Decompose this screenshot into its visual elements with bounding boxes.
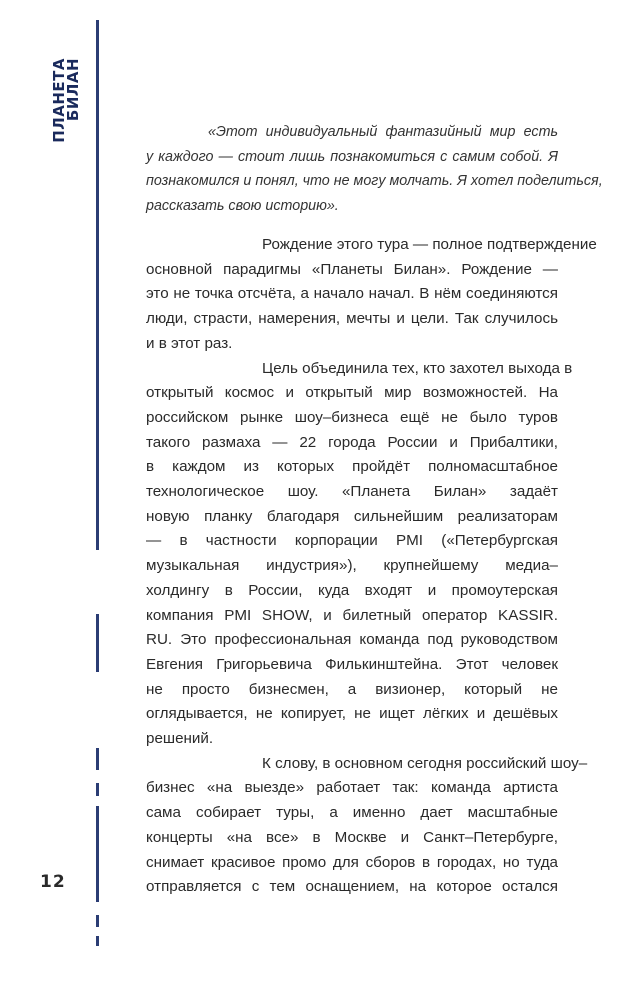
text-line: решений. xyxy=(146,730,214,748)
text-line: в каждом из которых пройдёт полномасштабное xyxy=(146,458,558,476)
text-line: это не точка отсчёта, а начало начал. В нём соединяются xyxy=(146,285,558,303)
text-line: такого размаха — 22 города России и Прибалтики, xyxy=(146,433,558,451)
text-line: Рождение этого тура — полное подтверждение xyxy=(262,236,597,253)
text-line: не просто бизнесмен, а визионер, который не xyxy=(146,680,558,698)
running-head xyxy=(52,58,80,148)
epigraph-line: познакомился и понял, что не могу молчать. Я хотел поделиться, xyxy=(146,173,603,190)
epigraph-quote xyxy=(146,120,603,218)
text-line: — в частности корпорации PMI («Петербургская xyxy=(146,532,558,550)
text-line: бизнес «на выезде» работает так: команда артиста xyxy=(146,779,558,797)
text-line: Цель объединила тех, кто захотел выхода в xyxy=(262,359,573,377)
margin-rule-dash xyxy=(96,936,99,946)
text-line: новую планку благодаря сильнейшим реализаторам xyxy=(146,507,558,525)
text-line: российском рынке шоу–бизнеса ещё не было туров xyxy=(146,408,558,426)
page-number: 12 xyxy=(40,872,66,892)
text-line: холдингу в России, куда входят и промоутерская xyxy=(146,581,558,599)
margin-rule-dash xyxy=(96,783,99,796)
text-line: технологическое шоу. «Планета Билан» задаёт xyxy=(146,483,558,501)
text-line: музыкальная индустрия»), крупнейшему медиа– xyxy=(146,557,558,575)
epigraph-line: у каждого — стоит лишь познакомиться с самим собой. Я xyxy=(146,148,558,165)
epigraph-line: рассказать свою историю». xyxy=(146,197,339,214)
margin-rule-dash xyxy=(96,748,99,770)
text-line: люди, страсти, намерения, мечты и цели. Так случилось xyxy=(146,310,558,328)
text-line: концерты «на все» в Москве и Санкт–Петербурге, xyxy=(146,828,558,846)
text-line: основной парадигмы «Планеты Билан». Рождение — xyxy=(146,260,558,278)
margin-rule-dash xyxy=(96,614,99,672)
paragraph xyxy=(146,357,573,752)
epigraph-line: «Этот индивидуальный фантазийный мир есть xyxy=(208,124,558,140)
body-text xyxy=(146,233,597,900)
text-line: отправляется с тем оснащением, на которое остался xyxy=(146,878,558,896)
text-line: оглядывается, не копирует, не ищет лёгких и дешёвых xyxy=(146,705,558,723)
text-line: и в этот раз. xyxy=(146,334,233,352)
paragraph xyxy=(146,752,588,900)
text-line: сама собирает туры, а именно дает масштабные xyxy=(146,804,558,822)
text-line: RU. Это профессиональная команда под руководством xyxy=(146,631,558,649)
margin-rule-dash xyxy=(96,915,99,927)
epigraph-paragraph xyxy=(146,120,603,218)
margin-rule xyxy=(96,20,99,550)
text-line: компания PMI SHOW, и билетный оператор KASSIR. xyxy=(146,606,558,624)
margin-rule-dash xyxy=(96,806,99,902)
running-head-line-1: ПЛАНЕТА xyxy=(50,58,68,143)
text-line: К слову, в основном сегодня российский шоу– xyxy=(262,754,588,772)
paragraph xyxy=(146,233,597,357)
text-line: Евгения Григорьевича Филькинштейна. Этот человек xyxy=(146,655,558,673)
running-head-line-2: БИЛАН xyxy=(64,58,82,122)
text-line: снимает красивое промо для сборов в городах, но туда xyxy=(146,853,558,871)
text-line: открытый космос и открытый мир возможностей. На xyxy=(146,384,558,402)
